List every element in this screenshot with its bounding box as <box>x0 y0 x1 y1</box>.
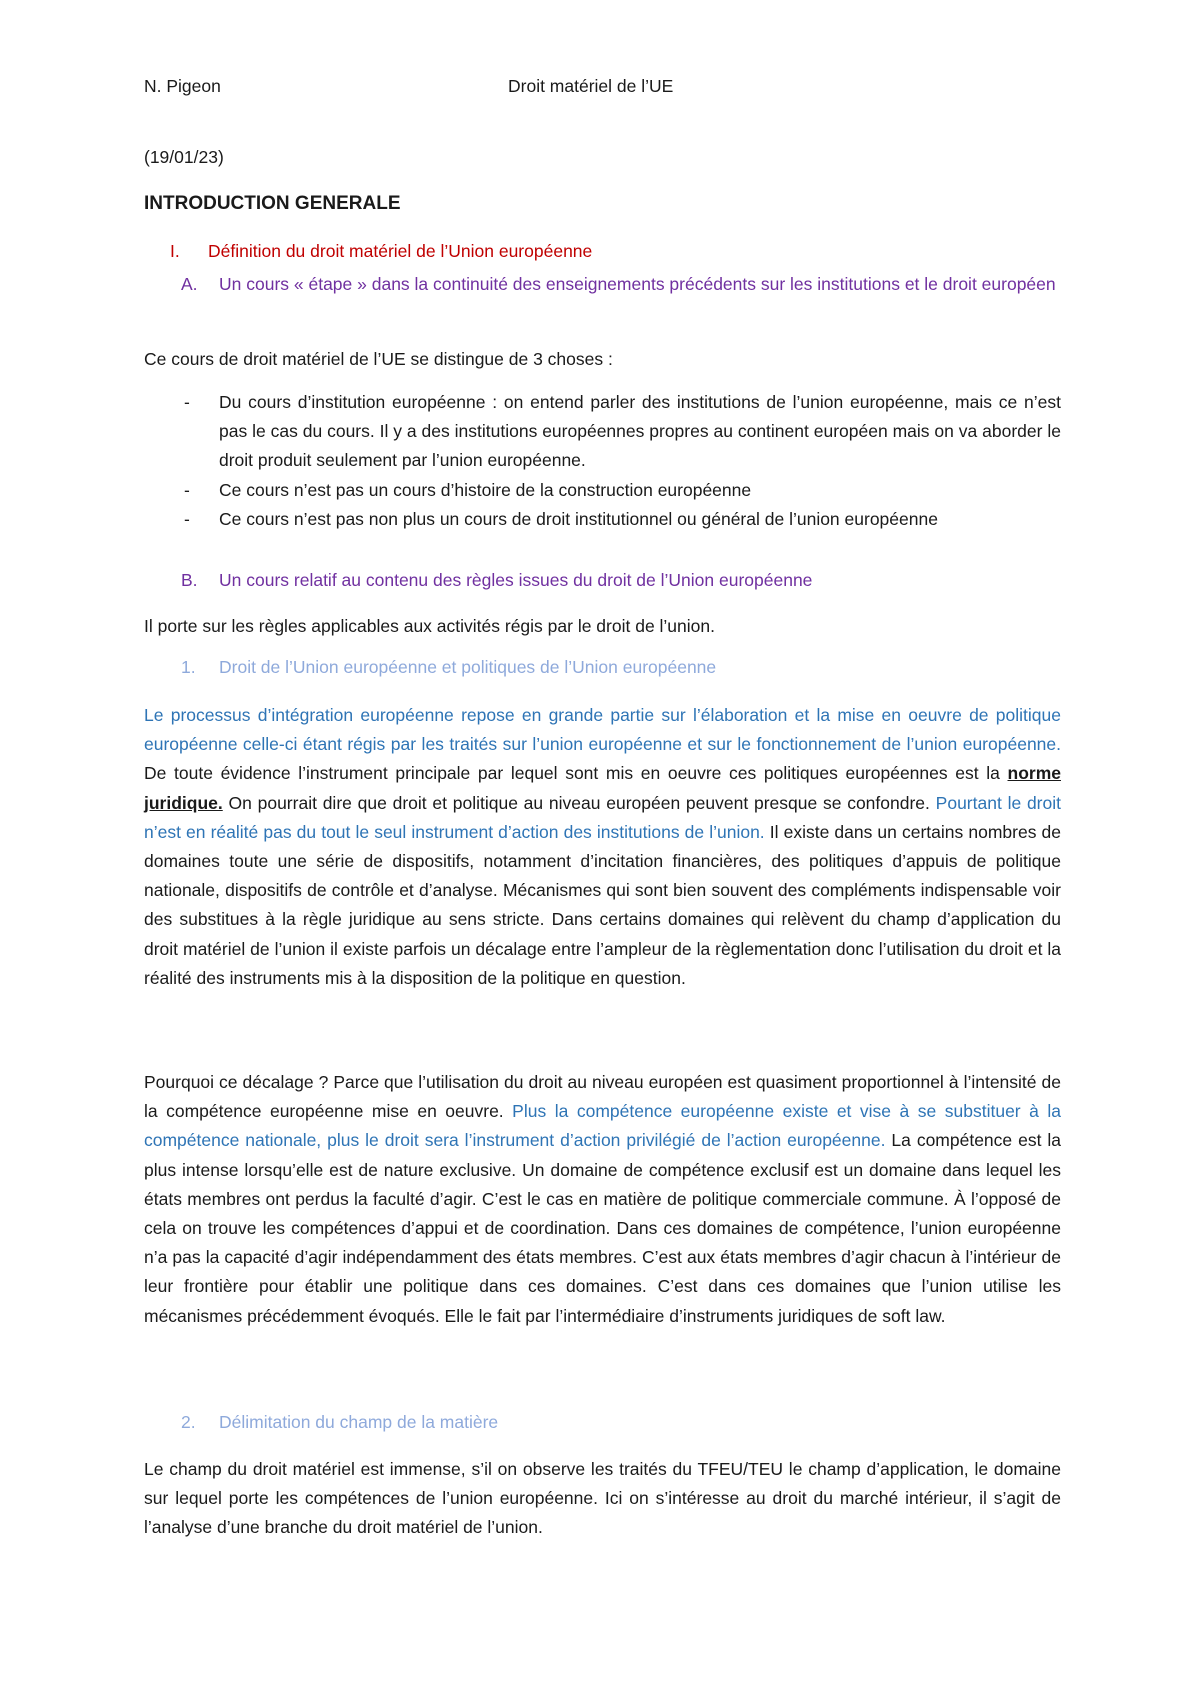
heading-text: Droit de l’Union européenne et politiques de l’Union européenne <box>219 657 717 677</box>
body-text: De toute évidence l’instrument principale par lequel sont mis en oeuvre ces politiques européennes est la <box>144 763 1008 784</box>
heading-number: 1. <box>181 657 196 677</box>
heading-number: A. <box>181 274 198 294</box>
heading-number: 2. <box>181 1412 196 1432</box>
heading-number: B. <box>181 570 198 590</box>
heading-number: I. <box>170 241 180 261</box>
bullet-list <box>144 388 1061 534</box>
header-course-title: Droit matériel de l’UE <box>508 76 674 96</box>
heading-text: Un cours relatif au contenu des règles issues du droit de l’Union européenne <box>219 570 813 590</box>
bullet-dash: - <box>184 479 190 500</box>
list-item <box>144 388 1061 476</box>
body-text: On pourrait dire que droit et politique au niveau européen peuvent presque se confondre. <box>222 792 930 813</box>
body-text: Pourquoi ce décalage ? Parce que l’utilisation du droit au niveau européen est quasiment proportionnel à l’intensité de la compétence européenne mise en oeuvre. <box>144 1072 1061 1122</box>
body-text: La compétence est la plus intense lorsqu’elle est de nature exclusive. Un domaine de compétence exclusif est un domaine dans lequel les états membres ont perdus la faculté d’agir. C’est le cas en matière de politique commerciale commune. À l’opposé de cela on trouve les compétences d’appui et de coordination. Dans ces domaines de compétence, l’union européenne n’a pas la capacité d’agir indépendamment des états membres. C’est aux états membres d’agir chacun à l’intérieur de leur frontière pour établir une politique dans ces domaines. C’est dans ces domaines que l’union utilise les mécanismes précédemment évoqués. Elle le fait par l’intermédiaire d’instruments juridiques de soft law. <box>144 1130 1061 1326</box>
paragraph-decalage <box>144 1068 1061 1331</box>
heading-text: Délimitation du champ de la matière <box>219 1412 499 1432</box>
bullet-text: Du cours d’institution européenne : on entend parler des institutions de l’union européenne, mais ce n’est pas le cas du cours. Il y a des institutions européennes propres au continent européen mais on va aborder le droit produit seulement par l’union européenne. <box>219 392 1061 471</box>
heading-text: Un cours « étape » dans la continuité des enseignements précédents sur les institutions et le droit européen <box>219 274 1056 294</box>
heading-section-i <box>170 241 1070 262</box>
highlighted-sentence: Pourtant le droit n’est en réalité pas du tout le seul instrument d’action des institutions de l’union. <box>144 792 1061 842</box>
body-text: Il existe dans un certains nombres de domaines toute une série de dispositifs, notamment d’incitation financières, des politiques d’appuis de politique nationale, dispositifs de contrôle et d’analyse. Mécanismes qui sont bien souvent des compléments indispensable voir des substitues à la règle juridique au sens stricte. Dans certains domaines qui relèvent du champ d’application du droit matériel de l’union il existe parfois un décalage entre l’ampleur de la règlementation donc l’utilisation du droit et la réalité des instruments mis à la disposition de la politique en question. <box>144 821 1061 988</box>
intro-sentence: Ce cours de droit matériel de l’UE se distingue de 3 choses : <box>144 349 613 369</box>
emphasized-term: norme juridique. <box>144 763 1061 813</box>
list-item <box>144 505 1061 534</box>
page-title: INTRODUCTION GENERALE <box>144 193 401 214</box>
bullet-dash: - <box>184 508 190 529</box>
paragraph-champ: Le champ du droit matériel est immense, s’il on observe les traités du TFEU/TEU le champ d’application, le domaine sur lequel porte les compétences de l’union européenne. Ici on s’intéresse au droit du marché intérieur, il s’agit de l’analyse d’une branche du droit matériel de l’union. <box>144 1459 1061 1538</box>
heading-section-b <box>181 570 1061 591</box>
heading-sub-2 <box>181 1412 1061 1433</box>
heading-section-a <box>181 270 1061 299</box>
highlighted-sentence: Le processus d’intégration européenne repose en grande partie sur l’élaboration et la mise en oeuvre de politique européenne celle-ci étant régis par les traités sur l’union européenne et sur le fonctionnement de l’union européenne. <box>144 705 1061 755</box>
bullet-text: Ce cours n’est pas un cours d’histoire de la construction européenne <box>219 479 752 500</box>
lecture-date: (19/01/23) <box>144 147 224 167</box>
bullet-text: Ce cours n’est pas non plus un cours de droit institutionnel ou général de l’union européenne <box>219 508 938 529</box>
bullet-dash: - <box>184 392 190 412</box>
heading-sub-1 <box>181 657 1061 678</box>
paragraph-politiques <box>144 701 1061 993</box>
highlighted-sentence: Plus la compétence européenne existe et vise à se substituer à la compétence nationale, plus le droit sera l’instrument d’action privilégié de l’action européenne. <box>144 1101 1061 1151</box>
header-author: N. Pigeon <box>144 76 221 96</box>
list-item <box>144 476 1061 505</box>
heading-text: Définition du droit matériel de l’Union européenne <box>208 241 593 261</box>
section-b-sentence: Il porte sur les règles applicables aux activités régis par le droit de l’union. <box>144 616 715 636</box>
